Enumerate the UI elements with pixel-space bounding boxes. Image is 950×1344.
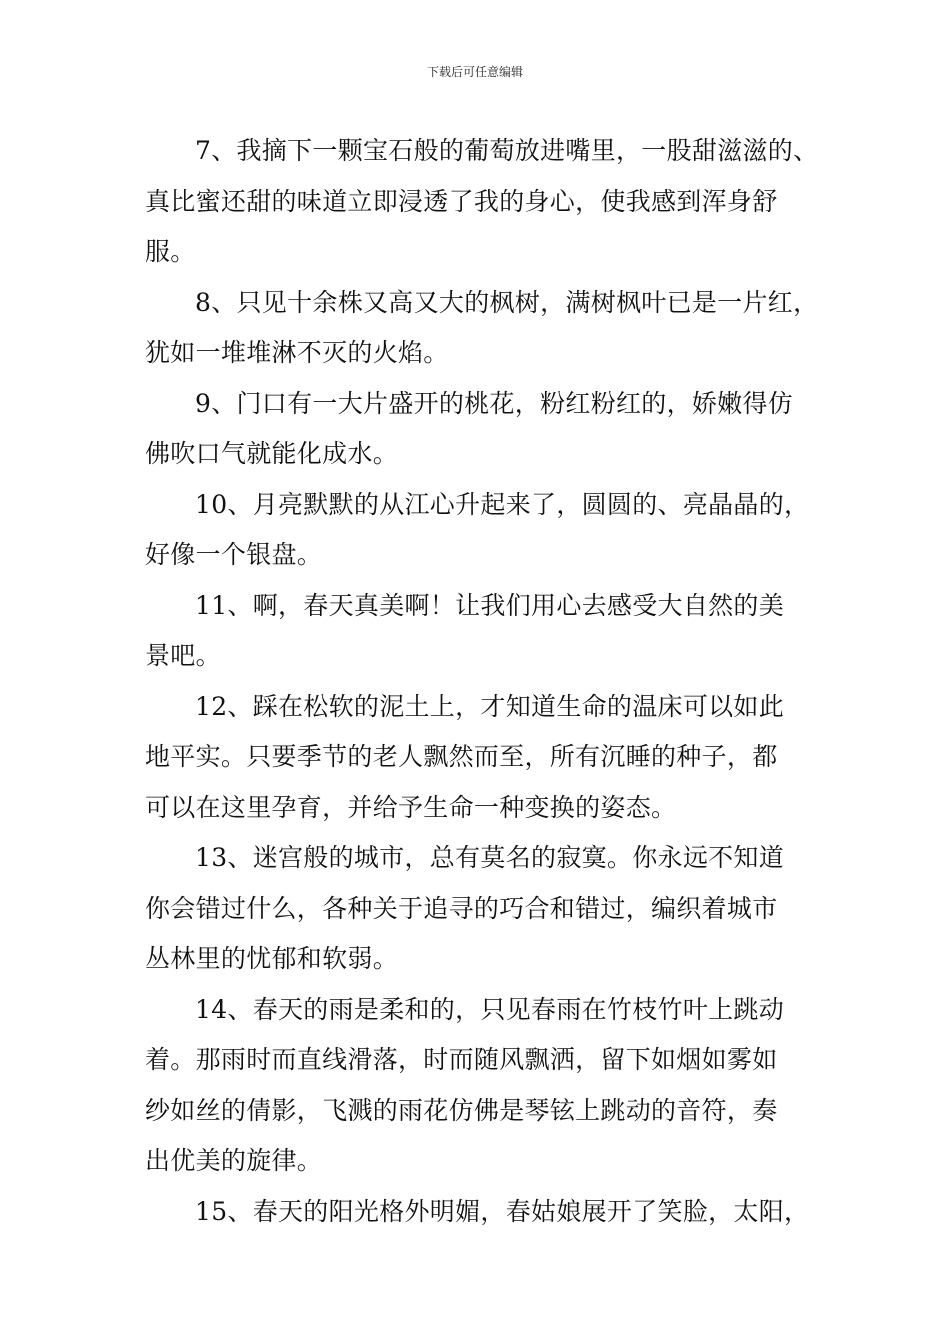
text-line: 10、月亮默默的从江心升起来了，圆圆的、亮晶晶的， xyxy=(195,489,810,519)
text-line: 14、春天的雨是柔和的，只见春雨在竹枝竹叶上跳动 xyxy=(195,994,785,1024)
text-line: 景吧。 xyxy=(145,641,221,670)
paragraph-13 xyxy=(145,833,831,985)
paragraph-8 xyxy=(145,278,831,379)
text-line: 佛吹口气就能化成水。 xyxy=(145,439,399,468)
text-line: 服。 xyxy=(145,237,196,266)
text-line: 好像一个银盘。 xyxy=(145,540,323,569)
text-line: 7、我摘下一颗宝石般的葡萄放进嘴里，一股甜滋滋的、 xyxy=(195,136,819,165)
paragraph-12 xyxy=(145,682,831,834)
text-line: 13、迷宫般的城市，总有莫名的寂寞。你永远不知道 xyxy=(195,843,785,872)
page-header: 下载后可任意编辑 xyxy=(426,65,523,79)
paragraph-7 xyxy=(145,126,831,278)
text-line: 你会错过什么，各种关于追寻的巧合和错过，编织着城市 xyxy=(145,893,778,923)
paragraph-11 xyxy=(145,581,831,682)
paragraph-14 xyxy=(145,985,831,1187)
text-line: 真比蜜还甜的味道立即浸透了我的身心，使我感到浑身舒 xyxy=(145,186,778,216)
text-line: 丛林里的忧郁和软弱。 xyxy=(145,944,399,973)
text-line: 15、春天的阳光格外明媚，春姑娘展开了笑脸，太阳， xyxy=(195,1196,810,1226)
text-line: 犹如一堆堆淋不灭的火焰。 xyxy=(145,338,449,367)
paragraph-9 xyxy=(145,379,831,480)
document-body xyxy=(145,126,831,1237)
text-line: 纱如丝的倩影，飞溅的雨花仿佛是琴铉上跳动的音符，奏 xyxy=(145,1095,778,1125)
text-line: 12、踩在松软的泥土上，才知道生命的温床可以如此 xyxy=(195,691,785,721)
text-line: 8、只见十余株又高又大的枫树，满树枫叶已是一片红， xyxy=(195,287,819,317)
paragraph-15 xyxy=(145,1187,831,1238)
text-line: 11、啊，春天真美啊！让我们用心去感受大自然的美 xyxy=(195,590,785,620)
text-line: 地平实。只要季节的老人飘然而至，所有沉睡的种子，都 xyxy=(145,742,778,771)
text-line: 可以在这里孕育，并给予生命一种变换的姿态。 xyxy=(145,792,677,822)
text-line: 出优美的旋律。 xyxy=(145,1146,323,1175)
text-line: 着。那雨时而直线滑落，时而随风飘洒，留下如烟如雾如 xyxy=(145,1045,778,1074)
text-line: 9、门口有一大片盛开的桃花，粉红粉红的，娇嫩得仿 xyxy=(195,388,794,418)
paragraph-10 xyxy=(145,480,831,581)
